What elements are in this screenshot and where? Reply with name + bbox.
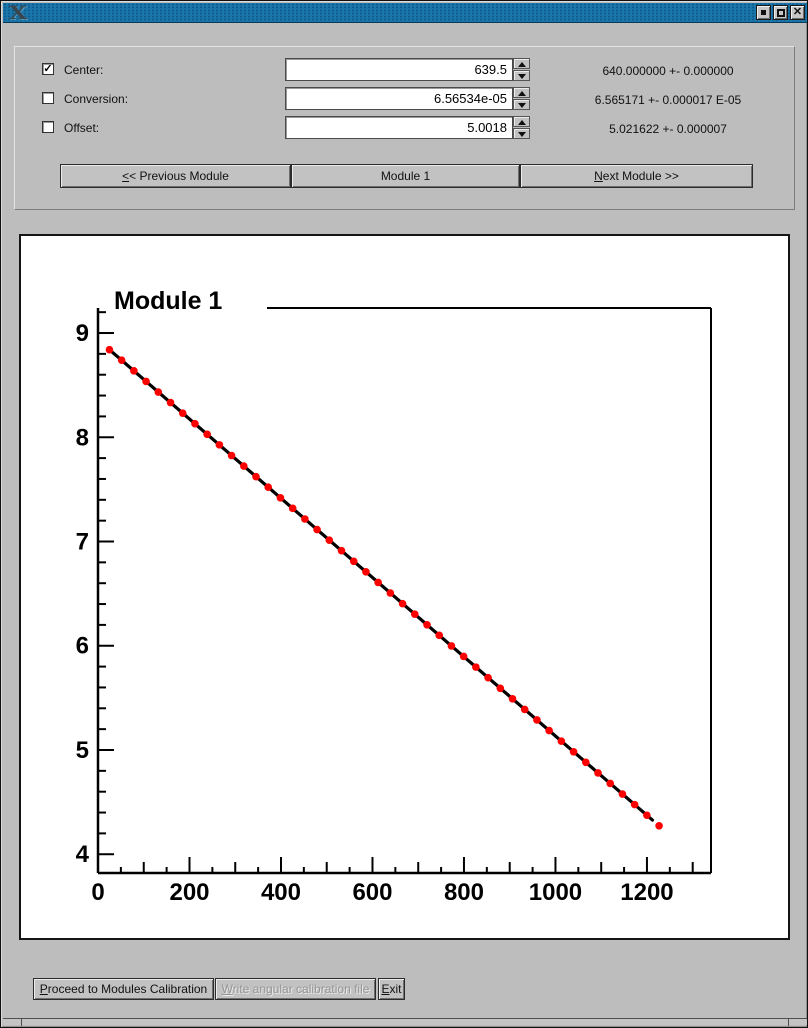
calibration-form-panel bbox=[14, 46, 795, 210]
button-label-underline: W bbox=[221, 982, 233, 996]
maximize-button[interactable] bbox=[773, 5, 788, 20]
svg-text:1200: 1200 bbox=[620, 879, 674, 906]
center-checkbox[interactable] bbox=[42, 63, 54, 75]
svg-text:6: 6 bbox=[75, 632, 89, 660]
offset-spinbox bbox=[285, 116, 530, 139]
spin-up-button[interactable] bbox=[513, 116, 530, 127]
offset-input[interactable] bbox=[285, 116, 513, 139]
conversion-readout: 6.565171 +- 0.000017 E-05 bbox=[594, 93, 742, 107]
conversion-row bbox=[15, 87, 794, 111]
titlebar[interactable] bbox=[3, 3, 807, 23]
spin-down-button[interactable] bbox=[513, 128, 530, 139]
button-label-rest: ext Module >> bbox=[602, 169, 679, 183]
minimize-button[interactable] bbox=[756, 5, 771, 20]
spin-up-button[interactable] bbox=[513, 87, 530, 98]
spin-down-button[interactable] bbox=[513, 70, 530, 81]
center-label: Center: bbox=[64, 63, 104, 77]
offset-label: Offset: bbox=[64, 121, 100, 135]
button-label-underline: P bbox=[39, 982, 48, 996]
center-spinbox bbox=[285, 58, 530, 81]
center-readout: 640.000000 +- 0.000000 bbox=[602, 64, 734, 78]
svg-text:800: 800 bbox=[443, 879, 484, 906]
button-label-underline: < bbox=[122, 169, 130, 183]
button-label-rest: roceed to Modules Calibration bbox=[47, 982, 208, 996]
next-module-button[interactable] bbox=[520, 164, 753, 188]
frame-separator bbox=[21, 1019, 22, 1026]
conversion-input[interactable] bbox=[285, 87, 513, 110]
check-icon: ✓ bbox=[43, 63, 53, 75]
offset-spin-arrows bbox=[513, 116, 530, 139]
arrow-down-icon bbox=[518, 74, 526, 79]
button-label: Module 1 bbox=[380, 169, 431, 183]
offset-row bbox=[15, 116, 794, 140]
svg-text:4: 4 bbox=[75, 841, 89, 869]
svg-text:200: 200 bbox=[169, 879, 210, 906]
svg-text:5: 5 bbox=[75, 736, 89, 764]
plot-panel bbox=[19, 234, 790, 940]
arrow-up-icon bbox=[518, 62, 526, 67]
maximize-icon bbox=[777, 9, 785, 17]
svg-text:9: 9 bbox=[75, 320, 89, 348]
svg-text:1000: 1000 bbox=[528, 879, 583, 906]
close-icon: ✕ bbox=[792, 6, 803, 18]
arrow-down-icon bbox=[518, 132, 526, 137]
conversion-spinbox bbox=[285, 87, 530, 110]
center-row bbox=[15, 58, 794, 82]
svg-text:0: 0 bbox=[91, 879, 105, 906]
center-input[interactable] bbox=[285, 58, 513, 81]
svg-text:Module 1: Module 1 bbox=[114, 287, 223, 315]
button-label-rest: < Previous Module bbox=[129, 169, 229, 183]
center-spin-arrows bbox=[513, 58, 530, 81]
arrow-down-icon bbox=[518, 103, 526, 108]
arrow-up-icon bbox=[518, 120, 526, 125]
proceed-to-modules-calibration-button[interactable] bbox=[33, 978, 214, 1000]
conversion-spin-arrows bbox=[513, 87, 530, 110]
write-angular-calibration-file-button bbox=[215, 978, 376, 1000]
button-label-underline: E bbox=[381, 982, 390, 996]
arrow-up-icon bbox=[518, 91, 526, 96]
button-label-rest: xit bbox=[389, 982, 402, 996]
svg-text:7: 7 bbox=[75, 528, 89, 556]
conversion-checkbox[interactable] bbox=[42, 92, 54, 104]
previous-module-button[interactable] bbox=[60, 164, 291, 188]
current-module-button[interactable] bbox=[291, 164, 520, 188]
calibration-plot bbox=[21, 236, 788, 938]
button-label-underline: N bbox=[594, 169, 603, 183]
svg-text:400: 400 bbox=[260, 879, 302, 906]
exit-button[interactable] bbox=[378, 978, 405, 1000]
minimize-icon bbox=[761, 10, 766, 15]
button-label-rest: rite angular calibration file bbox=[232, 982, 370, 996]
offset-checkbox[interactable] bbox=[42, 121, 54, 133]
x11-logo-icon: X bbox=[8, 1, 28, 24]
window-resize-bar[interactable] bbox=[3, 1018, 807, 1025]
close-button[interactable] bbox=[790, 5, 805, 20]
spin-up-button[interactable] bbox=[513, 58, 530, 69]
svg-text:600: 600 bbox=[352, 879, 393, 906]
conversion-label: Conversion: bbox=[64, 92, 129, 106]
frame-separator bbox=[788, 1019, 789, 1026]
offset-readout: 5.021622 +- 0.000007 bbox=[609, 122, 727, 136]
svg-text:8: 8 bbox=[75, 424, 89, 452]
spin-down-button[interactable] bbox=[513, 99, 530, 110]
